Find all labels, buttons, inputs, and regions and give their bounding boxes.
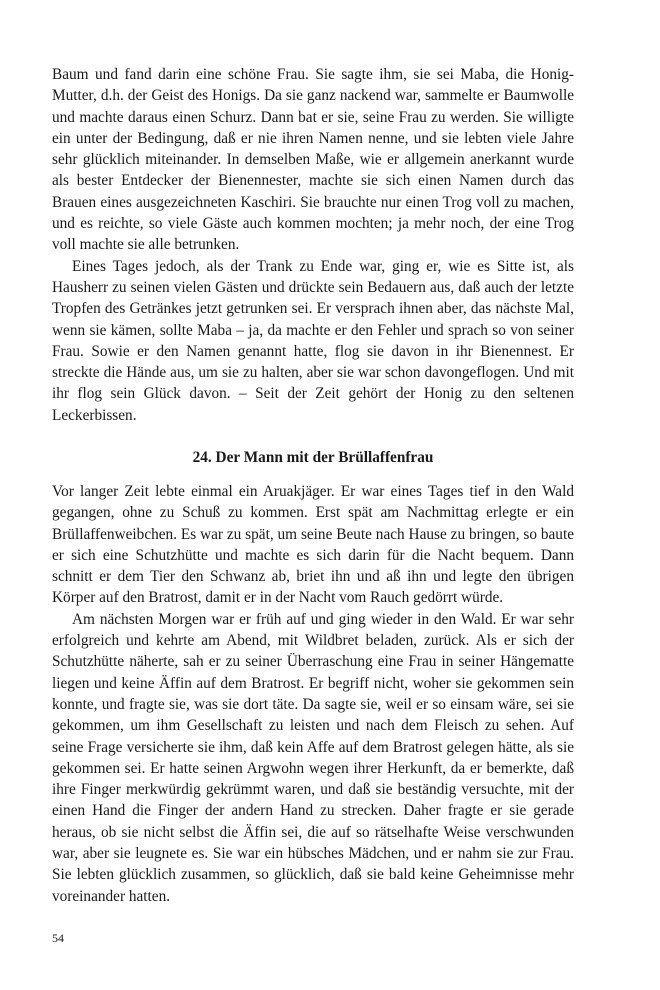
page-number: 54 [52, 931, 64, 945]
text-block-bottom [52, 481, 574, 907]
paragraph: Baum und fand darin eine schöne Frau. Sie sagte ihm, sie sei Maba, die Honig-Mutter, d.h. der Geist des Honigs. Da sie ganz nackend war, sammelte er Baumwolle und machte daraus einen Schurz. Dann bat er sie, seine Frau zu werden. Sie willigte ein unter der Bedingung, daß er nie ihren Namen nenne, und sie lebten viele Jahre sehr glücklich miteinander. In demselben Maße, wie er allgemein anerkannt wurde als bester Entdecker der Bienennester, machte sie sich einen Namen durch das Brauen eines ausgezeichneten Kaschiri. Sie brauchte nur einen Trog voll zu machen, und es reichte, so viele Gäste auch kommen mochten; ja mehr noch, der eine Trog voll machte sie alle betrunken. [52, 66, 574, 254]
paragraph: Vor langer Zeit lebte einmal ein Aruakjäger. Er war eines Tages tief in den Wald gegangen, ohne zu Schuß zu kommen. Erst spät am Nachmittag erlegte er ein Brüllaffenweibchen. Es war zu spät, um seine Beute nach Hause zu bringen, so baute er sich eine Schutzhütte und machte es sich darin für die Nacht bequem. Dann schnitt er dem Tier den Schwanz ab, briet ihn und aß ihn und legte den übrigen Körper auf den Bratrost, damit er in der Nacht vom Rauch gedörrt würde. [52, 483, 574, 607]
paragraph: Am nächsten Morgen war er früh auf und ging wieder in den Wald. Er war sehr erfolgreich und kehrte am Abend, mit Wildbret beladen, zurück. Als er sich der Schutzhütte näherte, sah er zu seiner Überraschung eine Frau in seiner Hängematte liegen und keine Äffin auf dem Bratrost. Er begriff nicht, woher sie gekommen sein konnte, und fragte sie, was sie dort täte. Da sagte sie, weil er so einsam wäre, sei sie gekommen, um ihm Gesellschaft zu leisten und nach dem Fleisch zu sehen. Auf seine Frage versicherte sie ihm, daß kein Affe auf dem Bratrost gelegen hätte, als sie gekommen sei. Er hatte seinen Argwohn wegen ihrer Herkunft, da er bemerkte, daß ihre Finger merkwürdig gekrümmt waren, und daß sie beständig versuchte, mit der einen Hand die Finger der andern Hand zu strecken. Daher fragte er sie gerade heraus, ob sie nicht selbst die Äffin sei, die auf so rätselhafte Weise verschwunden war, aber sie leugnete es. Sie war ein hübsches Mädchen, und er nahm sie zur Frau. Sie lebten glücklich zusammen, so glücklich, daß sie bald keine Geheimnisse mehr voreinander hatten. [52, 610, 574, 905]
chapter-heading: 24. Der Mann mit der Brüllaffenfrau [192, 449, 434, 466]
paragraph: Eines Tages jedoch, als der Trank zu Ende war, ging er, wie es Sitte ist, als Hausherr zu seinen vielen Gästen und drückte sein Bedauern aus, daß auch der letzte Tropfen des Getränkes jetzt getrunken sei. Er versprach ihnen aber, das nächste Mal, wenn sie kämen, sollte Maba – ja, da machte er den Fehler und sprach so von seiner Frau. Sowie er den Namen genannt hatte, flog sie davon in ihr Bienennest. Er streckte die Hände aus, um sie zu halten, aber sie war schon davongeflogen. Und mit ihr flog sein Glück davon. – Seit der Zeit gehört der Honig zu den seltenen Leckerbissen. [52, 257, 574, 424]
text-block-top [52, 64, 574, 426]
